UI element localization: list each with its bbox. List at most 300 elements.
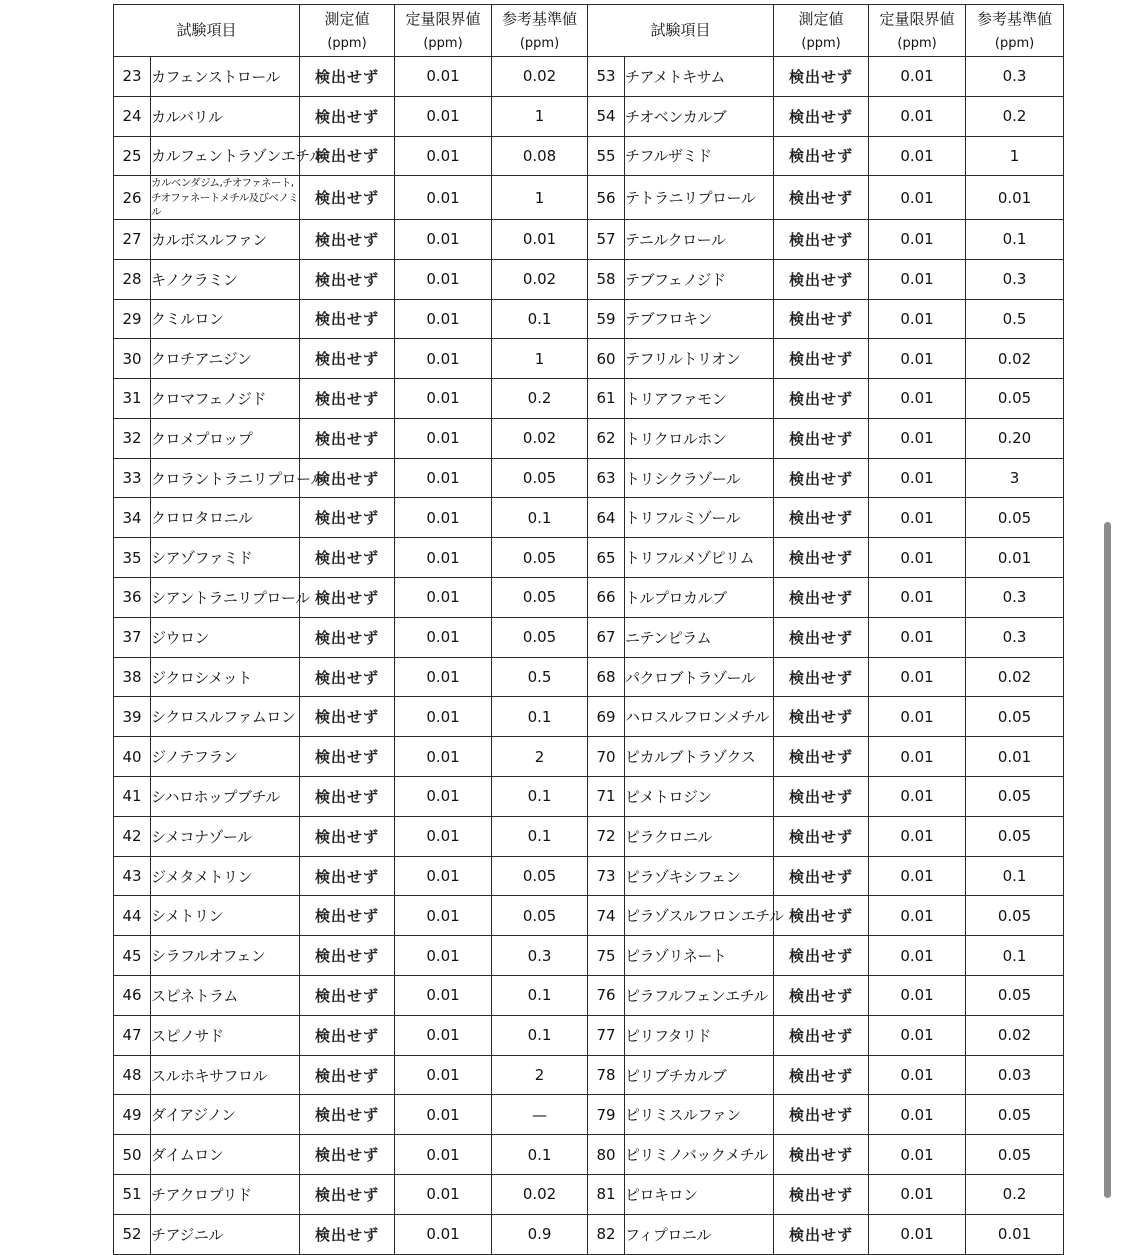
left-quantitation-limit: 0.01 [395,1214,492,1254]
header-measured-unit: (ppm) [801,35,841,51]
right-item-number: 81 [588,1175,625,1215]
right-quantitation-limit: 0.01 [869,96,966,136]
right-item-name: ピラゾキシフェン [625,856,774,896]
table-row [114,1095,1064,1135]
right-item-name: ピラゾスルフロンエチル [625,896,774,936]
right-item-number: 78 [588,1055,625,1095]
left-item-name: カフェンストロール [151,57,300,97]
right-item-number: 54 [588,96,625,136]
right-item-name: フィプロニル [625,1214,774,1254]
right-item-number: 62 [588,418,625,458]
left-measured-value: 検出せず [300,57,395,97]
left-item-number: 42 [114,816,151,856]
left-reference-value: 2 [492,1055,588,1095]
right-item-number: 60 [588,339,625,379]
right-measured-value: 検出せず [774,219,869,259]
left-item-name: シクロスルファムロン [151,697,300,737]
right-reference-value: 0.05 [966,777,1064,817]
left-measured-value: 検出せず [300,1175,395,1215]
right-item-name: ニテンピラム [625,617,774,657]
right-reference-value: 0.01 [966,538,1064,578]
header-item-left: 試験項目 [114,5,300,57]
right-reference-value: 0.3 [966,57,1064,97]
pesticide-results-table [113,4,1064,1255]
right-item-name: ピリミスルファン [625,1095,774,1135]
left-item-name: ジウロン [151,617,300,657]
right-quantitation-limit: 0.01 [869,379,966,419]
right-reference-value: 0.05 [966,896,1064,936]
right-reference-value: 0.02 [966,1015,1064,1055]
header-measured-right [774,5,869,57]
table-row [114,136,1064,176]
right-quantitation-limit: 0.01 [869,1015,966,1055]
right-item-name: トリフルメゾピリム [625,538,774,578]
table-row [114,1055,1064,1095]
right-item-number: 65 [588,538,625,578]
left-quantitation-limit: 0.01 [395,1135,492,1175]
left-item-number: 41 [114,777,151,817]
left-measured-value: 検出せず [300,697,395,737]
left-quantitation-limit: 0.01 [395,418,492,458]
left-reference-value: 0.1 [492,777,588,817]
left-item-number: 44 [114,896,151,936]
header-reference-unit: (ppm) [994,35,1035,51]
left-item-name: カルフェントラゾンエチル [151,136,300,176]
right-item-name: ピリフタリド [625,1015,774,1055]
left-reference-value: 0.05 [492,538,588,578]
left-item-number: 50 [114,1135,151,1175]
right-measured-value: 検出せず [774,96,869,136]
left-quantitation-limit: 0.01 [395,538,492,578]
right-item-number: 72 [588,816,625,856]
right-item-number: 67 [588,617,625,657]
left-item-number: 32 [114,418,151,458]
right-item-name: テブフェノジド [625,259,774,299]
left-item-name: ジクロシメット [151,657,300,697]
left-item-name: ダイムロン [151,1135,300,1175]
table-body [114,57,1064,1255]
left-reference-value: 0.02 [492,418,588,458]
right-item-name: チアメトキサム [625,57,774,97]
right-reference-value: 0.1 [966,856,1064,896]
right-quantitation-limit: 0.01 [869,896,966,936]
left-item-number: 23 [114,57,151,97]
left-measured-value: 検出せず [300,498,395,538]
left-item-number: 46 [114,976,151,1016]
left-quantitation-limit: 0.01 [395,697,492,737]
left-item-number: 38 [114,657,151,697]
left-item-name: カルベンダジム,チオファネート,チオファネートメチル及びベノミル [151,177,299,218]
left-item-name: スルホキサフロル [151,1055,300,1095]
right-measured-value: 検出せず [774,538,869,578]
left-item-name: シアントラニリプロール [151,578,300,618]
right-item-number: 82 [588,1214,625,1254]
left-item-name: チアクロプリド [151,1175,300,1215]
left-measured-value: 検出せず [300,176,395,220]
right-item-number: 71 [588,777,625,817]
left-reference-value: 0.1 [492,816,588,856]
right-reference-value: 0.05 [966,1095,1064,1135]
header-reference-unit: (ppm) [519,35,560,51]
right-quantitation-limit: 0.01 [869,1135,966,1175]
left-reference-value: 0.9 [492,1214,588,1254]
right-quantitation-limit: 0.01 [869,498,966,538]
header-reference-right [966,5,1064,57]
left-item-number: 52 [114,1214,151,1254]
right-measured-value: 検出せず [774,1214,869,1254]
left-quantitation-limit: 0.01 [395,458,492,498]
right-quantitation-limit: 0.01 [869,136,966,176]
left-quantitation-limit: 0.01 [395,339,492,379]
left-measured-value: 検出せず [300,259,395,299]
right-quantitation-limit: 0.01 [869,777,966,817]
right-item-name: テニルクロール [625,219,774,259]
left-quantitation-limit: 0.01 [395,936,492,976]
table-row [114,777,1064,817]
table-row [114,816,1064,856]
right-measured-value: 検出せず [774,737,869,777]
right-reference-value: 0.01 [966,1214,1064,1254]
left-quantitation-limit: 0.01 [395,498,492,538]
right-measured-value: 検出せず [774,896,869,936]
right-item-name: ハロスルフロンメチル [625,697,774,737]
left-quantitation-limit: 0.01 [395,777,492,817]
right-item-name: ピラフルフェンエチル [625,976,774,1016]
left-item-number: 28 [114,259,151,299]
left-measured-value: 検出せず [300,219,395,259]
right-quantitation-limit: 0.01 [869,1095,966,1135]
right-item-name: テブフロキン [625,299,774,339]
left-item-number: 48 [114,1055,151,1095]
right-item-number: 73 [588,856,625,896]
left-measured-value: 検出せず [300,538,395,578]
right-item-name: トリクロルホン [625,418,774,458]
vertical-scrollbar[interactable] [1108,0,1117,1250]
left-item-number: 47 [114,1015,151,1055]
left-item-number: 43 [114,856,151,896]
right-item-name: ピラゾリネート [625,936,774,976]
header-measured-left [300,5,395,57]
table-row [114,458,1064,498]
right-item-number: 74 [588,896,625,936]
left-reference-value: 0.1 [492,498,588,538]
right-item-number: 64 [588,498,625,538]
right-item-number: 80 [588,1135,625,1175]
header-reference-label: 参考基準値 [977,10,1053,29]
right-item-name: トリアファモン [625,379,774,419]
table-row [114,657,1064,697]
right-quantitation-limit: 0.01 [869,976,966,1016]
right-measured-value: 検出せず [774,1095,869,1135]
header-limit-unit: (ppm) [897,35,937,51]
header-measured-unit: (ppm) [327,35,367,51]
right-quantitation-limit: 0.01 [869,1055,966,1095]
left-item-number: 45 [114,936,151,976]
right-reference-value: 0.3 [966,259,1064,299]
table-row [114,498,1064,538]
left-reference-value: 0.05 [492,896,588,936]
left-measured-value: 検出せず [300,578,395,618]
right-item-number: 55 [588,136,625,176]
left-measured-value: 検出せず [300,1015,395,1055]
left-quantitation-limit: 0.01 [395,379,492,419]
left-item-number: 35 [114,538,151,578]
left-reference-value: 0.5 [492,657,588,697]
right-measured-value: 検出せず [774,498,869,538]
right-measured-value: 検出せず [774,816,869,856]
right-item-number: 66 [588,578,625,618]
right-measured-value: 検出せず [774,1175,869,1215]
table-row [114,737,1064,777]
right-quantitation-limit: 0.01 [869,578,966,618]
left-item-name: カルボスルファン [151,219,300,259]
table-row [114,578,1064,618]
right-quantitation-limit: 0.01 [869,538,966,578]
right-reference-value: 0.2 [966,1175,1064,1215]
header-measured-label: 測定値 [324,10,370,29]
left-reference-value: 0.2 [492,379,588,419]
scrollbar-thumb[interactable] [1104,522,1111,1198]
left-measured-value: 検出せず [300,379,395,419]
right-reference-value: 0.3 [966,617,1064,657]
left-item-name: スピネトラム [151,976,300,1016]
left-item-number: 24 [114,96,151,136]
table-row [114,96,1064,136]
right-quantitation-limit: 0.01 [869,856,966,896]
right-reference-value: 0.05 [966,816,1064,856]
right-measured-value: 検出せず [774,578,869,618]
right-quantitation-limit: 0.01 [869,617,966,657]
left-item-name: スピノサド [151,1015,300,1055]
left-item-number: 25 [114,136,151,176]
table-row [114,219,1064,259]
right-measured-value: 検出せず [774,617,869,657]
right-measured-value: 検出せず [774,856,869,896]
right-measured-value: 検出せず [774,1055,869,1095]
left-measured-value: 検出せず [300,458,395,498]
table-row [114,57,1064,97]
left-quantitation-limit: 0.01 [395,617,492,657]
table-row [114,856,1064,896]
left-measured-value: 検出せず [300,856,395,896]
left-item-name: シメトリン [151,896,300,936]
right-quantitation-limit: 0.01 [869,339,966,379]
left-measured-value: 検出せず [300,299,395,339]
right-reference-value: 0.2 [966,96,1064,136]
right-measured-value: 検出せず [774,57,869,97]
left-quantitation-limit: 0.01 [395,578,492,618]
left-measured-value: 検出せず [300,1095,395,1135]
left-item-name: ジメタメトリン [151,856,300,896]
left-measured-value: 検出せず [300,339,395,379]
right-reference-value: 0.01 [966,176,1064,220]
right-quantitation-limit: 0.01 [869,458,966,498]
left-item-name: ジノテフラン [151,737,300,777]
left-reference-value: 0.05 [492,617,588,657]
right-quantitation-limit: 0.01 [869,1214,966,1254]
right-quantitation-limit: 0.01 [869,57,966,97]
left-item-number: 31 [114,379,151,419]
left-item-name: シメコナゾール [151,816,300,856]
left-reference-value: 0.01 [492,219,588,259]
header-reference-label: 参考基準値 [502,10,578,29]
left-quantitation-limit: 0.01 [395,1055,492,1095]
left-reference-value: 0.1 [492,1015,588,1055]
table-row [114,936,1064,976]
table-row [114,1175,1064,1215]
left-measured-value: 検出せず [300,737,395,777]
right-measured-value: 検出せず [774,1135,869,1175]
left-quantitation-limit: 0.01 [395,1015,492,1055]
right-quantitation-limit: 0.01 [869,219,966,259]
right-measured-value: 検出せず [774,1015,869,1055]
left-reference-value: 0.3 [492,936,588,976]
left-measured-value: 検出せず [300,657,395,697]
left-measured-value: 検出せず [300,418,395,458]
right-item-number: 77 [588,1015,625,1055]
right-item-name: テトラニリプロール [625,176,774,220]
right-reference-value: 3 [966,458,1064,498]
right-measured-value: 検出せず [774,379,869,419]
left-measured-value: 検出せず [300,936,395,976]
right-item-number: 58 [588,259,625,299]
left-measured-value: 検出せず [300,1214,395,1254]
right-measured-value: 検出せず [774,176,869,220]
left-item-name: チアジニル [151,1214,300,1254]
left-item-name: シハロホップブチル [151,777,300,817]
left-reference-value: 0.1 [492,299,588,339]
left-quantitation-limit: 0.01 [395,737,492,777]
right-item-name: ピメトロジン [625,777,774,817]
left-item-number: 40 [114,737,151,777]
header-reference-left [492,5,588,57]
right-quantitation-limit: 0.01 [869,1175,966,1215]
left-reference-value: — [492,1095,588,1135]
right-item-number: 68 [588,657,625,697]
right-reference-value: 0.01 [966,737,1064,777]
right-quantitation-limit: 0.01 [869,936,966,976]
left-reference-value: 0.05 [492,856,588,896]
left-reference-value: 0.1 [492,976,588,1016]
right-item-number: 56 [588,176,625,220]
right-quantitation-limit: 0.01 [869,816,966,856]
right-measured-value: 検出せず [774,976,869,1016]
right-item-name: チオベンカルブ [625,96,774,136]
left-item-number: 33 [114,458,151,498]
left-quantitation-limit: 0.01 [395,57,492,97]
left-measured-value: 検出せず [300,896,395,936]
left-item-number: 26 [114,176,151,220]
left-reference-value: 0.05 [492,458,588,498]
right-item-name: チフルザミド [625,136,774,176]
left-item-name: キノクラミン [151,259,300,299]
left-quantitation-limit: 0.01 [395,976,492,1016]
left-item-number: 30 [114,339,151,379]
right-reference-value: 0.05 [966,498,1064,538]
right-measured-value: 検出せず [774,136,869,176]
left-reference-value: 0.08 [492,136,588,176]
right-reference-value: 0.1 [966,936,1064,976]
left-item-name: クミルロン [151,299,300,339]
right-quantitation-limit: 0.01 [869,737,966,777]
left-measured-value: 検出せず [300,1135,395,1175]
left-item-number: 36 [114,578,151,618]
right-measured-value: 検出せず [774,458,869,498]
header-limit-unit: (ppm) [423,35,463,51]
table-header-row [114,5,1064,57]
right-item-name: ピリブチカルブ [625,1055,774,1095]
right-measured-value: 検出せず [774,259,869,299]
table-row [114,259,1064,299]
left-item-number: 37 [114,617,151,657]
right-quantitation-limit: 0.01 [869,259,966,299]
left-quantitation-limit: 0.01 [395,219,492,259]
left-quantitation-limit: 0.01 [395,259,492,299]
right-reference-value: 0.05 [966,379,1064,419]
left-item-name: クロロタロニル [151,498,300,538]
left-reference-value: 1 [492,176,588,220]
table-row [114,418,1064,458]
left-reference-value: 0.02 [492,57,588,97]
right-reference-value: 0.1 [966,219,1064,259]
right-quantitation-limit: 0.01 [869,418,966,458]
left-quantitation-limit: 0.01 [395,1095,492,1135]
right-measured-value: 検出せず [774,418,869,458]
right-item-number: 57 [588,219,625,259]
left-item-name: クロラントラニリプロール [151,458,300,498]
left-measured-value: 検出せず [300,96,395,136]
right-reference-value: 0.05 [966,1135,1064,1175]
right-item-number: 76 [588,976,625,1016]
left-measured-value: 検出せず [300,617,395,657]
right-item-number: 63 [588,458,625,498]
left-reference-value: 0.1 [492,697,588,737]
right-quantitation-limit: 0.01 [869,657,966,697]
right-item-name: テフリルトリオン [625,339,774,379]
right-item-number: 69 [588,697,625,737]
left-item-name: カルバリル [151,96,300,136]
table-row [114,697,1064,737]
table-row [114,1214,1064,1254]
right-reference-value: 0.3 [966,578,1064,618]
right-item-name: ピカルブトラゾクス [625,737,774,777]
right-reference-value: 0.05 [966,976,1064,1016]
right-item-number: 75 [588,936,625,976]
left-item-number: 34 [114,498,151,538]
left-item-name: ダイアジノン [151,1095,300,1135]
right-measured-value: 検出せず [774,657,869,697]
left-reference-value: 0.1 [492,1135,588,1175]
left-item-number: 39 [114,697,151,737]
left-item-number: 29 [114,299,151,339]
right-reference-value: 0.02 [966,339,1064,379]
left-reference-value: 0.05 [492,578,588,618]
left-quantitation-limit: 0.01 [395,96,492,136]
right-reference-value: 0.02 [966,657,1064,697]
header-item-right: 試験項目 [588,5,774,57]
right-item-name: ピリミノバックメチル [625,1135,774,1175]
table-row [114,896,1064,936]
left-quantitation-limit: 0.01 [395,657,492,697]
right-reference-value: 0.5 [966,299,1064,339]
right-item-name: パクロブトラゾール [625,657,774,697]
left-measured-value: 検出せず [300,136,395,176]
left-quantitation-limit: 0.01 [395,856,492,896]
left-item-name: クロマフェノジド [151,379,300,419]
right-measured-value: 検出せず [774,936,869,976]
right-item-name: ピラクロニル [625,816,774,856]
right-item-number: 61 [588,379,625,419]
